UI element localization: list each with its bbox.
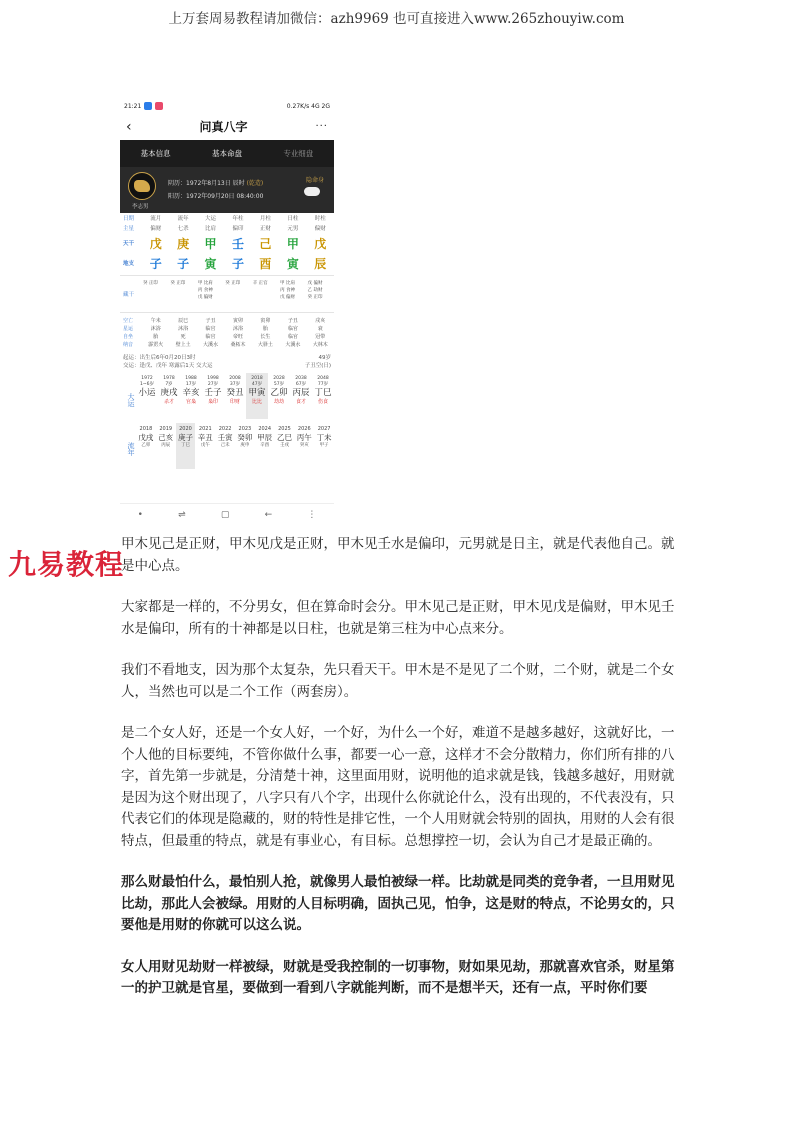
paragraph: 是二个女人好，还是一个女人好，一个好，为什么一个好，难道不是越多越好，这就好比，一个人他的目标要纯，不管你做什么事，都要一心一意，这样才不会分散精力，你们所有排的八字，首先第一步就是，分清楚十神，这里面用财，说明他的追求就是钱，钱越多越好，用财就是因为这个财出现了，八字只有八个字，出现什么你就论什么，没有出现的，不代表没有，只代表它们的体现是隐藏的，财的特性是排它性，一个人用财就会特别的固执，用财的人会有很特点，但最重的特点，就是有事业心，有目标。总想撑控一切，会认为自己才是最正确的。 [121,725,675,849]
info-rows: 空亡 星运 自坐 纳音 午未 沐浴 胎 霹雳火 辰巳 沐浴 死 壁上土 子丑 临官 临官 大溪水 寅卯 沐浴 帝旺 桑柘木 寅卯 胎 长生 大驿土 子丑 临官 临官 大溪水 戌亥 衰 冠带 大林木 [123,318,328,348]
liunian-row: 流年 2018 戊戌 乙卯 2019 己亥 丙辰 2020 庚子 丁巳 2021 辛丑 戊午 2022 壬寅 己未 2023 癸卯 庚申 2024 甲辰 辛酉 2025 乙巳 壬戌 2026 丙午 癸亥 2027 丁未 甲子 [120,423,334,469]
liunian-item[interactable]: 2018 戊戌 乙卯 [138,426,154,448]
dayun-item-selected[interactable]: 2018 47岁 甲寅 比比 [246,373,268,419]
liunian-item[interactable]: 2026 丙午 癸亥 [296,426,312,448]
dayun-item[interactable]: 1972 1~6岁 小运 [138,376,156,398]
app-notification-icon [155,102,163,110]
shishen-row: 主星 偏财 七杀 比肩 偏印 正财 元男 偏财 [123,226,326,232]
liunian-item[interactable]: 2025 乙巳 壬戌 [276,426,292,448]
liunian-item[interactable]: 2023 癸卯 庚申 [237,426,253,448]
paragraph: 女人用财见劫财一样被绿，财就是受我控制的一切事物，财如果见劫，那就喜欢官杀，财星第一的护卫就是官星，要做到一看到八字就能判断，而不是想半天，还有一点，平时你们要 [121,958,675,996]
tab-bar [120,140,334,167]
rat-zodiac-icon [134,180,150,192]
status-time: 21:21 [124,102,142,110]
switch-icon[interactable]: ⇌ [178,509,186,520]
menu-icon[interactable]: • [137,509,143,520]
dizhi-row: 地支 子 子 寅 子 酉 寅 辰 [123,256,327,271]
bazi-grid [120,213,334,351]
qiyun-info: 起运：出生后6年0月20日3时 交运：逢戊、戊年 寒露后1天 交大运 49岁 子丑空(日) [123,355,331,369]
dayun-item[interactable]: 2038 67岁 丙辰 食才 [292,376,310,405]
lunar-date: 阴历：1972年8月13日 辰时 (乾造) [168,180,264,187]
liunian-item[interactable]: 2021 辛丑 戊午 [197,426,213,448]
avatar [128,172,156,200]
switch-label: 隐命身 [305,177,324,184]
top-bar [120,113,334,140]
watermark: 九易教程 [8,548,125,581]
canggan-row: 藏干 癸 正印 癸 正印 甲 比肩 丙 食神 戊 偏财 癸 正印 辛 正官 甲 比肩 丙 食神 戊 偏财 戊 偏财 乙 劫财 癸 正印 [123,281,323,300]
liunian-item[interactable]: 2024 甲辰 辛酉 [257,426,273,448]
paragraph: 甲木见己是正财，甲木见戊是正财，甲木见壬水是偏印，元男就是日主，就是代表他自己。就是中心点。 [121,536,675,574]
paragraph: 大家都是一样的，不分男女，但在算命时会分。甲木见己是正财，甲木见戊是偏财，甲木见壬水是偏印，所有的十神都是以日柱，也就是第三柱为中心点来分。 [121,599,675,637]
tab-detailed-chart[interactable]: 专业细盘 [283,149,314,158]
app-title: 问真八字 [199,120,248,134]
dayun-item[interactable]: 2048 77岁 丁巳 伤食 [314,376,332,405]
article-body [121,534,681,1020]
liunian-item[interactable]: 2027 丁未 甲子 [316,426,332,448]
date-row: 日期 流月 流年 大运 年柱 月柱 日柱 时柱 [123,216,326,222]
dayun-item[interactable]: 1978 7岁 庚戌 杀才 [160,376,178,405]
dayun-item[interactable]: 2008 37岁 癸丑 印财 [226,376,244,405]
app-notification-icon [144,102,152,110]
dayun-item[interactable]: 1998 27岁 壬子 枭印 [204,376,222,405]
system-nav-bar [120,503,334,525]
liunian-item-selected[interactable]: 2020 庚子 丁巳 [176,423,196,469]
more-icon[interactable]: ··· [315,121,328,132]
profile-card [120,167,334,213]
back-icon[interactable]: ← [264,509,273,520]
status-speed: 0.27K/s [286,102,310,110]
phone-screenshot [120,99,334,525]
paragraph: 那么财最怕什么，最怕别人抢，就像男人最怕被绿一样。比劫就是同类的竞争者，一旦用财见比劫，那此人会被绿。用财的人目标明确，固执己见，怕争，这是财的特点，不论男女的，只要他是用财的你就可以这么说。 [121,874,675,933]
profile-name: 李志男 [132,204,149,210]
paragraph: 我们不看地支，因为那个太复杂，先只看天干。甲木是不是见了二个财，二个财，就是二个女人，当然也可以是二个工作（两套房）。 [121,662,675,700]
solar-date: 阳历：1972年09月20日 08:40:00 [168,193,264,200]
status-bar [120,99,334,113]
dayun-item[interactable]: 2028 57岁 乙卯 劫劫 [270,376,288,405]
dayun-item[interactable]: 1988 17岁 辛亥 官枭 [182,376,200,405]
home-icon[interactable]: ▢ [220,509,230,520]
status-signal: 4G 2G [311,102,330,110]
liunian-item[interactable]: 2022 壬寅 己未 [217,426,233,448]
tab-basic-info[interactable]: 基本信息 [140,149,171,158]
tiangan-row: 天干 戊 庚 甲 壬 己 甲 戊 [123,236,327,251]
liunian-item[interactable]: 2019 己亥 丙辰 [158,426,174,448]
tab-basic-chart[interactable]: 基本命盘 [211,149,242,158]
back-arrow-icon[interactable]: ‹ [126,118,132,135]
more-icon[interactable]: ⋮ [307,509,317,520]
header-note: 上万套周易教程请加微信：azh9969 也可直接进入www.265zhouyiw.com [168,11,625,27]
dayun-row: 大运 1972 1~6岁 小运 1978 7岁 庚戌 杀才 1988 17岁 辛亥 官枭 1998 27岁 壬子 枭印 2008 37岁 癸丑 印财 2018 47岁 甲寅 比比 2028 57岁 乙卯 劫劫 2038 67岁 丙辰 食才 2048 77岁 丁巳 伤食 [120,373,334,419]
hide-toggle[interactable] [304,187,320,196]
